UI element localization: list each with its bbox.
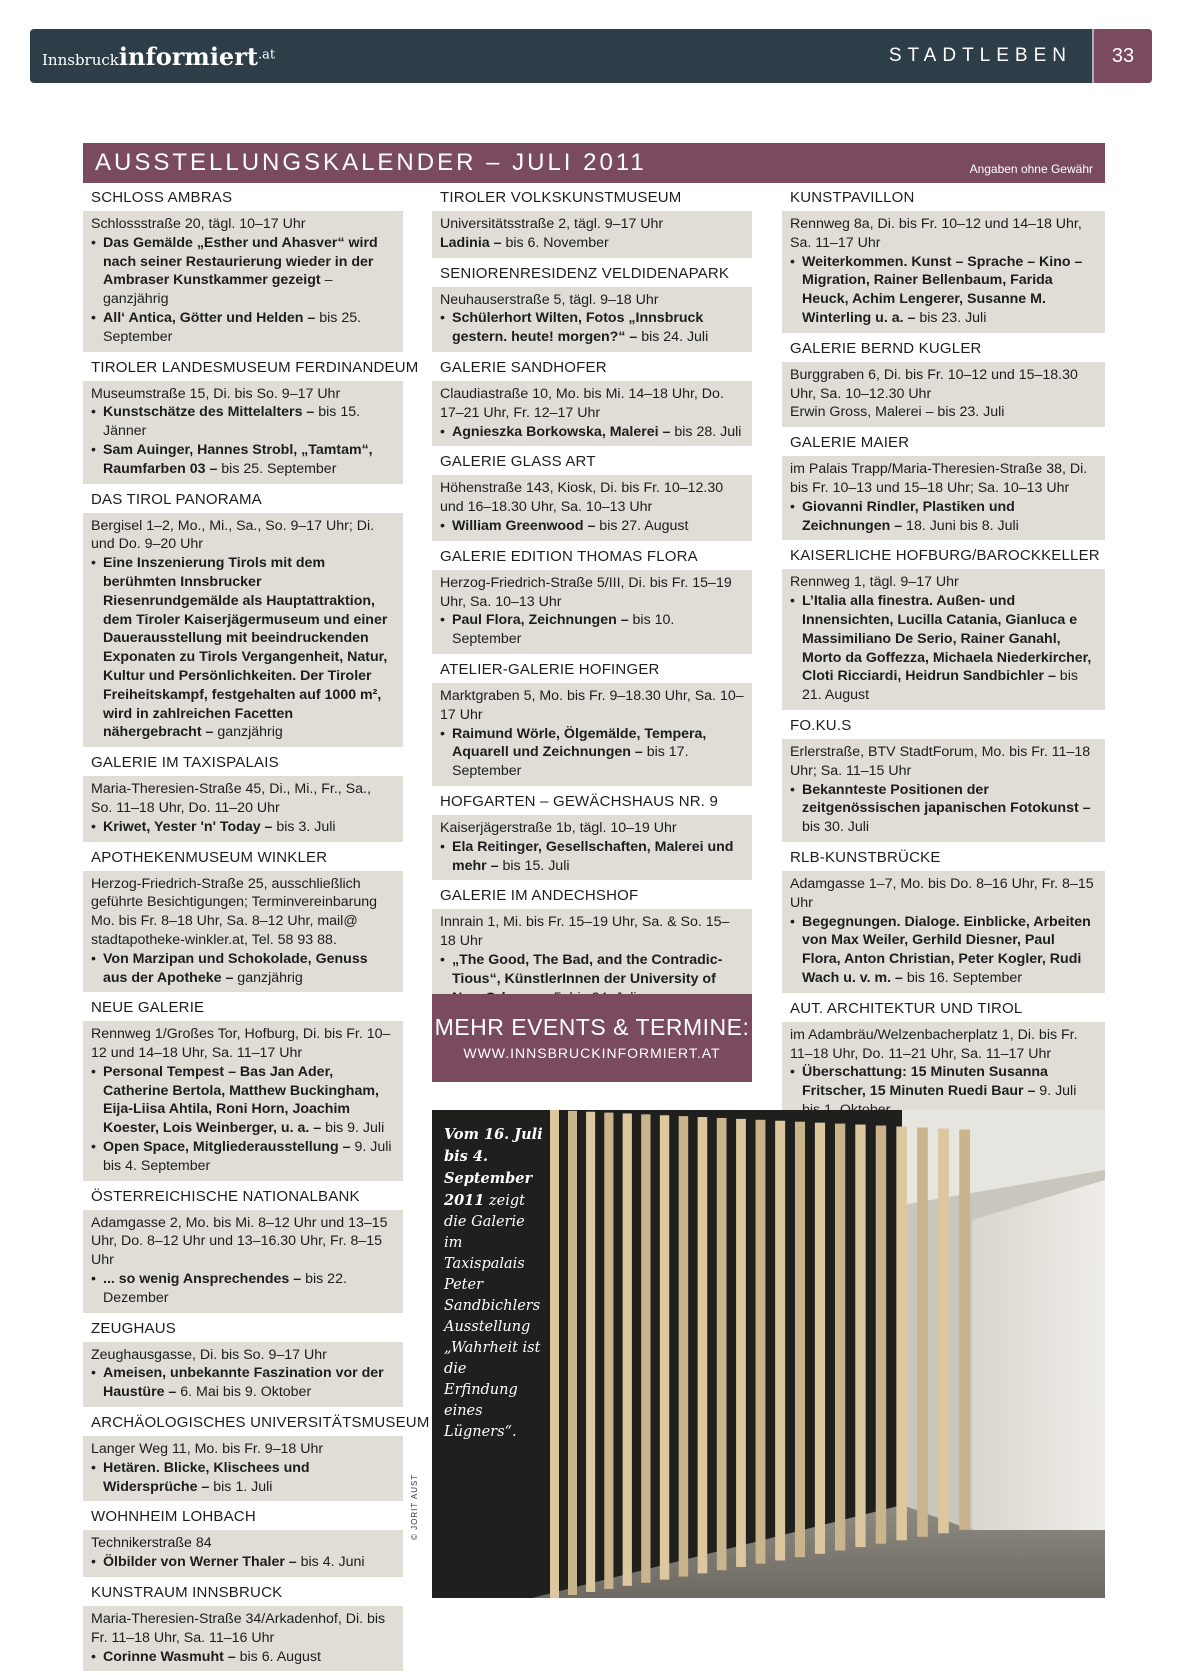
venue-name: GALERIE EDITION THOMAS FLORA <box>440 547 698 565</box>
venue-name: FO.KU.S <box>790 716 852 734</box>
brand-small: Innsbruck <box>42 51 119 69</box>
venue-info: Maria-Theresien-Straße 45, Di., Mi., Fr., Sa., So. 11–18 Uhr, Do. 11–20 Uhr <box>91 781 371 816</box>
photo-credit: © JORIT AUST <box>410 1473 419 1540</box>
venue-details <box>432 475 752 540</box>
wooden-slat <box>550 1110 559 1598</box>
exhibition-item <box>440 309 744 347</box>
wooden-slat <box>876 1126 886 1544</box>
venue-details <box>782 569 1105 710</box>
venue-details <box>83 1021 403 1180</box>
venue-details <box>83 1342 403 1407</box>
venue-info: Rennweg 1/Großes Tor, Hofburg, Di. bis Fr. 10–12 und 14–18 Uhr, Sa. 11–17 Uhr <box>91 1026 391 1062</box>
venue-info: Innrain 1, Mi. bis Fr. 15–19 Uhr, Sa. & So. 15–18 Uhr <box>440 914 730 950</box>
exhibition-dates: ganzjährig <box>213 724 283 741</box>
wooden-slat <box>698 1117 708 1573</box>
exhibition-dates: bis 6. November <box>501 234 609 251</box>
venue-info: Neuhauserstraße 5, tägl. 9–18 Uhr <box>440 291 659 308</box>
wooden-slat <box>775 1121 785 1561</box>
exhibition-item <box>91 554 395 742</box>
venue-info: Langer Weg 11, Mo. bis Fr. 9–18 Uhr <box>91 1441 324 1458</box>
exhibition-dates: bis 16. September <box>902 969 1023 986</box>
venue-name: ATELIER-GALERIE HOFINGER <box>440 660 660 678</box>
wooden-slat <box>896 1126 907 1540</box>
venue-name: GALERIE SANDHOFER <box>440 358 607 376</box>
venue-info: Bergisel 1–2, Mo., Mi., Sa., So. 9–17 Uhr; Di. und Do. 9–20 Uhr <box>91 517 375 553</box>
exhibition-item <box>440 725 744 781</box>
exhibition-title: Ela Reitinger, Gesellschaften, Malerei und mehr – <box>452 838 734 874</box>
exhibition-item <box>91 950 395 988</box>
venue-name: GALERIE IM ANDECHSHOF <box>440 887 639 905</box>
venue-name: TIROLER LANDESMUSEUM FERDINANDEUM <box>91 358 419 376</box>
exhibition-title: Weiterkommen. Kunst – Sprache – Kino – Migration, Rainer Bellenbaum, Farida Heuck, Achim Lengerer, Susanne M. Winterling u. a. – <box>802 253 1083 326</box>
section-label: STADTLEBEN <box>888 45 1072 66</box>
wooden-slat <box>679 1116 689 1576</box>
venue-info: Museumstraße 15, Di. bis So. 9–17 Uhr <box>91 385 341 402</box>
exhibition-dates: bis 27. August <box>595 517 689 534</box>
exhibition-dates: bis 9. Juli <box>321 1120 385 1137</box>
wooden-slat <box>815 1123 825 1554</box>
exhibition-item <box>440 517 744 536</box>
exhibition-item <box>790 913 1097 988</box>
venue-name: SENIORENRESIDENZ VELDIDENAPARK <box>440 264 730 282</box>
venue-details <box>83 211 403 352</box>
venue-name: NEUE GALERIE <box>91 999 205 1017</box>
venue-name: KUNSTPAVILLON <box>790 189 915 206</box>
exhibition-dates: bis 15. Jänner <box>103 404 361 440</box>
exhibition-item <box>91 818 395 837</box>
venue-details <box>782 871 1105 993</box>
wooden-slat <box>604 1113 613 1589</box>
venue-info: Universitätsstraße 2, tägl. 9–17 Uhr <box>440 216 664 232</box>
wooden-slat <box>959 1129 970 1529</box>
exhibition-title: Sam Auinger, Hannes Strobl, „Tamtam“, Raumfarben 03 – <box>103 441 373 477</box>
exhibition-item <box>91 1270 395 1308</box>
venue-info: Claudiastraße 10, Mo. bis Mi. 14–18 Uhr, Do. 17–21 Uhr, Fr. 12–17 Uhr <box>440 385 724 421</box>
exhibition-dates: bis 25. September <box>217 460 337 477</box>
exhibition-title: Corinne Wasmuht – <box>103 1648 236 1665</box>
wooden-slat <box>855 1125 865 1548</box>
exhibition-item <box>91 1648 395 1667</box>
exhibition-item <box>91 1138 395 1176</box>
venue-details <box>782 211 1105 333</box>
venue-name: ZEUGHAUS <box>91 1319 176 1337</box>
exhibition-item <box>790 781 1097 837</box>
venue-name: KUNSTRAUM INNSBRUCK <box>91 1584 283 1602</box>
exhibition-title: Begegnungen. Dialoge. Einblicke, Arbeiten von Max Weiler, Gerhild Diesner, Paul Flora, Anton Christian, Peter Kogler, Rudi Wach u. v. m. – <box>802 913 1091 986</box>
venue-details <box>83 1530 403 1577</box>
venue-info: Höhenstraße 143, Kiosk, Di. bis Fr. 10–12.30 und 16–18.30 Uhr, Sa. 10–13 Uhr <box>440 480 724 516</box>
venue-details <box>432 211 752 258</box>
venue-info: Maria-Theresien-Straße 34/Arkadenhof, Di. bis Fr. 11–18 Uhr, Sa. 11–16 Uhr <box>91 1611 386 1646</box>
wooden-slat <box>641 1114 650 1582</box>
exhibition-item <box>440 838 744 876</box>
venue-info: Rennweg 8a, Di. bis Fr. 10–12 und 14–18 Uhr, Sa. 11–17 Uhr <box>790 216 1082 251</box>
wooden-slat <box>917 1127 928 1536</box>
calendar-title: AUSSTELLUNGSKALENDER – JULI 2011 <box>95 149 647 176</box>
exhibition-title: Hetären. Blicke, Klischees und Widersprüche – <box>103 1459 310 1495</box>
venue-name: GALERIE GLASS ART <box>440 453 596 471</box>
venue-details <box>83 776 403 841</box>
promo-box[interactable] <box>432 994 752 1082</box>
venue-name: AUT. ARCHITEKTUR UND TIROL <box>790 999 1023 1017</box>
exhibition-title: „The Good, The Bad, and the Contradic-Tious“, KünstlerInnen der University of <box>452 951 723 987</box>
exhibition-dates: bis 3. Juli <box>272 818 336 835</box>
exhibition-dates: bis 28. Juli <box>670 423 742 440</box>
venue-name: GALERIE IM TAXISPALAIS <box>91 754 279 772</box>
exhibition-item <box>790 498 1097 536</box>
exhibition-title: Paul Flora, Zeichnungen – <box>452 612 629 629</box>
exhibition-item <box>440 423 744 442</box>
exhibition-title: Von Marzipan und Schokolade, Genuss aus der Apotheke – <box>103 950 368 986</box>
exhibition-title: All‘ Antica, Götter und Helden – <box>103 309 316 326</box>
exhibition-title: L’Italia alla finestra. Außen- und Innensichten, Lucilla Catania, Gianluca e Massimiliano De Serio, Rainer Ganahl, Morto da Goffezza, Michaela Niederkircher, Cloti Ricciardi, Heidrun Sandbichler – <box>802 593 1092 685</box>
header-bar <box>30 29 1152 83</box>
brand-logo[interactable] <box>42 42 275 71</box>
exhibition-dates: bis 1. Juli <box>209 1478 273 1495</box>
exhibition-item <box>91 1553 395 1572</box>
promo-headline: MEHR EVENTS & TERMINE: <box>434 1014 750 1040</box>
exhibition-line <box>440 234 744 253</box>
venue-info: Adamgasse 2, Mo. bis Mi. 8–12 Uhr und 13–15 Uhr, Do. 8–12 Uhr und 13–16.30 Uhr, Fr. 8–15 Uhr <box>91 1214 388 1269</box>
promo-url[interactable]: WWW.INNSBRUCKINFORMIERT.AT <box>463 1045 721 1061</box>
venue-details <box>83 1436 403 1501</box>
exhibition-dates: bis 22. Dezember <box>103 1271 347 1306</box>
venue-info: Burggraben 6, Di. bis Fr. 10–12 und 15–18.30 Uhr, Sa. 10–12.30 Uhr <box>790 366 1078 402</box>
venue-details <box>83 513 403 748</box>
brand-big: informiert <box>118 42 258 71</box>
venue-info: im Palais Trapp/Maria-Theresien-Straße 38, Di. bis Fr. 10–13 und 15–18 Uhr; Sa. 10–13 Uhr <box>790 461 1088 496</box>
exhibition-dates: bis 10. September <box>452 612 675 648</box>
exhibition-dates: bis 21. August <box>802 668 1078 704</box>
exhibition-title: Überschattung: 15 Minuten Susanna Fritscher, 15 Minuten Ruedi Baur – <box>802 1064 1048 1100</box>
exhibition-item <box>91 1364 395 1402</box>
exhibition-title: William Greenwood – <box>452 517 596 534</box>
venue-details <box>782 739 1105 842</box>
venue-name: ARCHÄOLOGISCHES UNIVERSITÄTSMUSEUM <box>91 1414 430 1432</box>
caption-bold: Vom 16. Juli bis 4. September 2011 <box>444 1126 543 1209</box>
venue-name: TIROLER VOLKSKUNSTMUSEUM <box>440 189 682 206</box>
wooden-slat <box>623 1113 632 1585</box>
venue-info: Kaiserjägerstraße 1b, tägl. 10–19 Uhr <box>440 819 677 836</box>
venue-name: GALERIE MAIER <box>790 434 910 452</box>
exhibition-item <box>91 309 395 347</box>
venue-name: SCHLOSS AMBRAS <box>91 189 233 206</box>
venue-name: APOTHEKENMUSEUM WINKLER <box>91 848 328 866</box>
exhibition-dates: bis 4. Juni <box>296 1554 365 1571</box>
venue-name: RLB-KUNSTBRÜCKE <box>790 848 941 866</box>
venue-info: Erlerstraße, BTV StadtForum, Mo. bis Fr. 11–18 Uhr; Sa. 11–15 Uhr <box>790 743 1091 779</box>
venue-details <box>432 570 752 654</box>
venue-details <box>432 683 752 786</box>
exhibition-title: Ladinia – <box>440 234 502 251</box>
exhibition-title: ... so wenig Ansprechendes – <box>103 1271 302 1288</box>
photo-caption <box>444 1124 544 1443</box>
venue-name: KAISERLICHE HOFBURG/BAROCKKELLER <box>790 547 1100 565</box>
venue-info: Adamgasse 1–7, Mo. bis Do. 8–16 Uhr, Fr. 8–15 Uhr <box>790 875 1094 911</box>
venue-details <box>432 381 752 446</box>
venue-details <box>83 381 403 484</box>
exhibition-title: Open Space, Mitgliederausstellung – <box>103 1139 351 1156</box>
wooden-slat <box>938 1128 949 1533</box>
exhibition-dates: bis 30. Juli <box>802 819 870 836</box>
venue-info: Zeughausgasse, Di. bis So. 9–17 Uhr <box>91 1346 327 1363</box>
exhibition-title: Das Gemälde „Esther und Ahasver“ wird nach seiner Restaurierung wieder in der Ambraser Kunstkammer gezeigt <box>103 234 378 289</box>
wooden-slat <box>835 1124 845 1551</box>
venue-name: DAS TIROL PANORAMA <box>91 490 262 508</box>
wooden-slat <box>736 1119 746 1567</box>
exhibition-item <box>91 1459 395 1497</box>
caption-text: zeigt die Galerie im Taxispalais Peter Sandbichlers Ausstellung „Wahrheit ist die Erfindung eines Lügners“. <box>444 1193 541 1440</box>
venue-info: Technikerstraße 84 <box>91 1535 212 1552</box>
exhibition-dates: bis 6. August <box>235 1648 321 1665</box>
exhibition-title: Kriwet, Yester 'n' Today – <box>103 818 273 835</box>
exhibition-dates: 9. Juli bis 4. September <box>103 1139 392 1174</box>
calendar-column-2 <box>432 186 752 1016</box>
exhibition-item <box>91 441 395 479</box>
exhibition-title: Eine Inszenierung Tirols mit dem berühmten Innsbrucker Riesenrundgemälde als Hauptattraktion, dem Tiroler Kaiserjägermuseum und einer Dauerausstellung mit beeindruckenden Exponaten zu Tirols Vergangenheit, Natur, Kultur und Persönlichkeiten. Der Tiroler Freiheitskampf, festgehalten auf 1000 m², wird in zahlreichen Facetten nähergebracht – <box>103 555 388 741</box>
exhibition-dates: bis 17. September <box>452 744 689 780</box>
exhibition-item <box>790 253 1097 328</box>
exhibition-dates: bis 24. Juli <box>637 329 709 346</box>
exhibition-photo <box>432 1110 1105 1598</box>
venue-name: WOHNHEIM LOHBACH <box>91 1508 256 1526</box>
venue-details <box>432 815 752 880</box>
venue-details <box>782 362 1105 427</box>
venue-info: im Adambräu/Welzenbacherplatz 1, Di. bis Fr. 11–18 Uhr, Do. 11–21 Uhr, Sa. 11–17 Uhr <box>790 1026 1078 1062</box>
exhibition-title: Ölbilder von Werner Thaler – <box>103 1554 297 1571</box>
exhibition-dates: bis 23. Juli <box>915 309 987 326</box>
venue-info: Erwin Gross, Malerei – bis 23. Juli <box>790 404 1005 421</box>
venue-info: Rennweg 1, tägl. 9–17 Uhr <box>790 574 959 591</box>
exhibition-item <box>790 592 1097 705</box>
exhibition-dates: ganzjährig <box>233 969 303 986</box>
calendar-note: Angaben ohne Gewähr <box>969 162 1093 176</box>
page-number: 33 <box>1094 29 1152 83</box>
venue-info: Marktgraben 5, Mo. bis Fr. 9–18.30 Uhr, Sa. 10–17 Uhr <box>440 687 744 723</box>
exhibition-item <box>91 1063 395 1138</box>
calendar-header <box>83 143 1105 183</box>
venue-name: GALERIE BERND KUGLER <box>790 339 982 357</box>
wooden-slat <box>568 1111 577 1595</box>
exhibition-title: Ameisen, unbekannte Faszination vor der Haustüre – <box>103 1365 384 1401</box>
venue-details <box>83 1210 403 1313</box>
exhibition-title: Raimund Wörle, Ölgemälde, Tempera, Aquarell und Zeichnungen – <box>452 725 707 761</box>
exhibition-title: Giovanni Rindler, Plastiken und Zeichnungen – <box>802 498 1015 534</box>
venue-details <box>432 287 752 352</box>
venue-details <box>782 456 1105 540</box>
venue-info: Herzog-Friedrich-Straße 25, ausschließlich geführte Besichtigungen; Terminvereinbarung Mo. bis Fr. 8–18 Uhr, Sa. 8–12 Uhr, mail@ stadtapotheke-winkler.at, Tel. 58 93 88. <box>91 875 378 948</box>
exhibition-dates: 6. Mai bis 9. Oktober <box>176 1384 312 1401</box>
wooden-slat <box>586 1112 595 1592</box>
exhibition-dates: – ganzjährig <box>103 272 333 308</box>
exhibition-dates: bis 15. Juli <box>498 857 570 874</box>
exhibition-title: Personal Tempest – Bas Jan Ader, Catherine Bertola, Matthew Buckingham, Eija-Liisa Ahtila, Roni Horn, Joachim Koester, Lois Weinberger, u. a. – <box>103 1063 379 1137</box>
exhibition-title: Schülerhort Wilten, Fotos „Innsbruck gestern. heute! morgen?“ – <box>452 310 704 346</box>
exhibition-item <box>91 403 395 441</box>
exhibition-title: Agnieszka Borkowska, Malerei – <box>452 423 671 440</box>
exhibition-title: Bekannteste Positionen der zeitgenössischen japanischen Fotokunst – <box>802 781 1091 817</box>
venue-info: Schlossstraße 20, tägl. 10–17 Uhr <box>91 216 306 232</box>
exhibition-dates: 9. Juli <box>1039 1083 1077 1100</box>
venue-details <box>83 1606 403 1671</box>
wooden-slat <box>660 1115 669 1579</box>
wooden-slat <box>795 1122 805 1558</box>
venue-info: Herzog-Friedrich-Straße 5/III, Di. bis Fr. 15–19 Uhr, Sa. 10–13 Uhr <box>440 574 732 610</box>
venue-details <box>83 871 403 993</box>
wooden-slat <box>756 1120 766 1564</box>
brand-at: .at <box>257 47 276 63</box>
calendar-column-3 <box>782 186 1105 1129</box>
exhibition-dates: 18. Juni bis 8. Juli <box>902 517 1019 534</box>
wooden-slat <box>717 1118 727 1570</box>
exhibition-title: Kunstschätze des Mittelalters – <box>103 404 315 421</box>
venue-name: HOFGARTEN – GEWÄCHSHAUS NR. 9 <box>440 792 719 810</box>
venue-name: ÖSTERREICHISCHE NATIONALBANK <box>91 1187 360 1205</box>
exhibition-item <box>440 611 744 649</box>
exhibition-dates: bis 25. September <box>103 309 362 345</box>
exhibition-item <box>91 234 395 309</box>
